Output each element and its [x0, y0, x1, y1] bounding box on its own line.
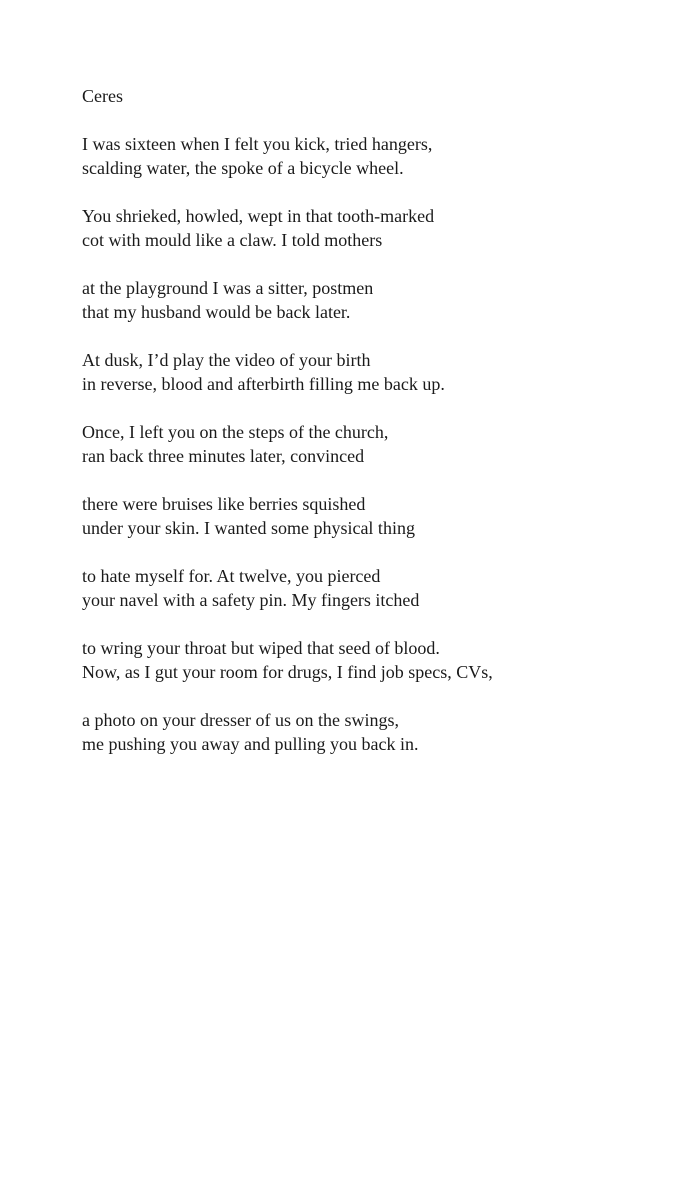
poem-line: in reverse, blood and afterbirth filling me back up. [82, 374, 445, 394]
poem-line: that my husband would be back later. [82, 302, 351, 322]
stanza [82, 132, 642, 180]
poem-line: there were bruises like berries squished [82, 494, 366, 514]
poem [82, 84, 642, 780]
stanza [82, 348, 642, 396]
poem-line: at the playground I was a sitter, postmen [82, 278, 374, 298]
stanza [82, 492, 642, 540]
poem-line: At dusk, I’d play the video of your birth [82, 350, 371, 370]
stanza [82, 204, 642, 252]
poem-line: to wring your throat but wiped that seed of blood. [82, 638, 440, 658]
stanza [82, 276, 642, 324]
poem-line: me pushing you away and pulling you back in. [82, 734, 419, 754]
poem-line: to hate myself for. At twelve, you pierced [82, 566, 381, 586]
poem-line: under your skin. I wanted some physical thing [82, 518, 415, 538]
poem-title: Ceres [82, 86, 123, 106]
poem-line: I was sixteen when I felt you kick, tried hangers, [82, 134, 433, 154]
poem-line: scalding water, the spoke of a bicycle wheel. [82, 158, 404, 178]
stanza [82, 636, 642, 684]
stanza [82, 564, 642, 612]
poem-line: a photo on your dresser of us on the swings, [82, 710, 399, 730]
poem-line: cot with mould like a claw. I told mothers [82, 230, 383, 250]
stanza [82, 420, 642, 468]
poem-line: Once, I left you on the steps of the church, [82, 422, 389, 442]
stanza [82, 708, 642, 756]
poem-line: your navel with a safety pin. My fingers itched [82, 590, 420, 610]
poem-line: You shrieked, howled, wept in that tooth-marked [82, 206, 435, 226]
poem-line: Now, as I gut your room for drugs, I find job specs, CVs, [82, 662, 493, 682]
poem-line: ran back three minutes later, convinced [82, 446, 365, 466]
